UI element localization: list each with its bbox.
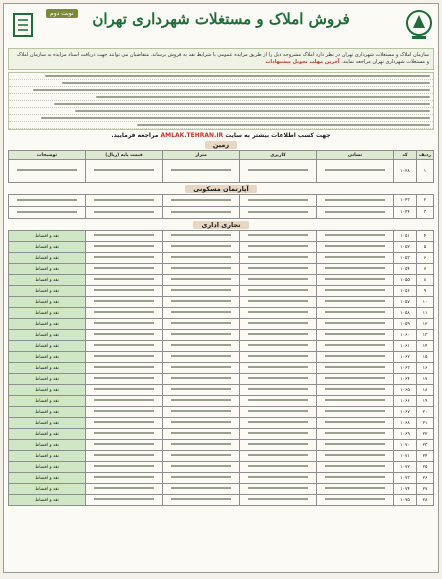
table-cell xyxy=(317,495,394,506)
table-header-cell: متراژ xyxy=(163,151,240,160)
table-cell xyxy=(163,330,240,341)
table-row xyxy=(9,407,434,418)
terms-row xyxy=(9,122,433,129)
table-cell xyxy=(240,264,317,275)
table-cell xyxy=(86,195,163,207)
land-section-title: زمین xyxy=(205,141,237,149)
property-code: ۱۰۶۵ xyxy=(394,385,417,396)
terms-list xyxy=(8,72,434,130)
table-cell xyxy=(240,286,317,297)
table-cell: نقد و اقساط xyxy=(9,451,86,462)
table-cell: نقد و اقساط xyxy=(9,363,86,374)
table-row xyxy=(9,396,434,407)
row-number: ۲۲ xyxy=(417,429,434,440)
table-cell xyxy=(240,440,317,451)
table-row xyxy=(9,495,434,506)
table-cell xyxy=(163,363,240,374)
office-table xyxy=(8,230,434,506)
table-cell xyxy=(86,385,163,396)
table-cell xyxy=(9,195,86,207)
terms-row xyxy=(9,108,433,115)
row-number: ۵ xyxy=(417,242,434,253)
table-cell: نقد و اقساط xyxy=(9,308,86,319)
row-number: ۱۱ xyxy=(417,308,434,319)
property-code: ۱۰۵۲ xyxy=(394,242,417,253)
table-cell: نقد و اقساط xyxy=(9,253,86,264)
property-code: ۱۰۶۳ xyxy=(394,363,417,374)
table-cell xyxy=(86,286,163,297)
table-cell xyxy=(86,297,163,308)
property-code: ۱۰۵۸ xyxy=(394,308,417,319)
table-cell xyxy=(163,451,240,462)
property-code: ۱۰۴۳ xyxy=(394,195,417,207)
table-cell xyxy=(240,462,317,473)
table-cell xyxy=(86,418,163,429)
property-code: ۱۰۶۷ xyxy=(394,407,417,418)
table-cell xyxy=(163,374,240,385)
property-code: ۱۰۷۲ xyxy=(394,462,417,473)
row-number: ۱ xyxy=(417,160,434,183)
row-number: ۶ xyxy=(417,253,434,264)
table-cell: نقد و اقساط xyxy=(9,484,86,495)
table-cell xyxy=(240,195,317,207)
terms-row xyxy=(9,101,433,108)
table-cell xyxy=(163,264,240,275)
table-cell xyxy=(240,374,317,385)
table-cell xyxy=(317,374,394,385)
table-cell: نقد و اقساط xyxy=(9,374,86,385)
table-cell xyxy=(86,363,163,374)
table-cell xyxy=(163,319,240,330)
table-cell xyxy=(317,407,394,418)
property-code: ۱۰۵۳ xyxy=(394,253,417,264)
table-cell xyxy=(86,275,163,286)
table-cell xyxy=(317,484,394,495)
land-table xyxy=(8,150,434,183)
table-cell xyxy=(317,473,394,484)
table-cell xyxy=(317,451,394,462)
table-row xyxy=(9,160,434,183)
office-section xyxy=(8,221,434,506)
ad-title: فروش املاک و مستغلات شهرداری تهران xyxy=(92,10,350,28)
table-cell xyxy=(163,407,240,418)
table-cell xyxy=(86,462,163,473)
table-cell xyxy=(317,207,394,219)
table-row xyxy=(9,418,434,429)
table-cell xyxy=(163,352,240,363)
table-cell xyxy=(9,207,86,219)
table-cell xyxy=(86,264,163,275)
table-cell xyxy=(163,253,240,264)
table-row xyxy=(9,319,434,330)
table-cell xyxy=(86,495,163,506)
table-cell xyxy=(240,429,317,440)
table-cell xyxy=(163,297,240,308)
table-cell xyxy=(317,264,394,275)
table-cell xyxy=(317,275,394,286)
table-cell: نقد و اقساط xyxy=(9,264,86,275)
table-cell: نقد و اقساط xyxy=(9,396,86,407)
table-cell xyxy=(317,308,394,319)
table-cell: نقد و اقساط xyxy=(9,407,86,418)
table-cell: نقد و اقساط xyxy=(9,242,86,253)
table-row xyxy=(9,451,434,462)
table-cell xyxy=(163,308,240,319)
table-row xyxy=(9,363,434,374)
row-number: ۲۰ xyxy=(417,407,434,418)
table-row xyxy=(9,253,434,264)
table-cell xyxy=(240,207,317,219)
table-cell xyxy=(240,473,317,484)
row-number: ۱۵ xyxy=(417,352,434,363)
table-cell xyxy=(317,297,394,308)
table-cell xyxy=(240,275,317,286)
table-cell xyxy=(86,484,163,495)
ad-header xyxy=(4,4,438,48)
row-number: ۸ xyxy=(417,275,434,286)
terms-row xyxy=(9,87,433,94)
table-cell: نقد و اقساط xyxy=(9,297,86,308)
table-cell xyxy=(317,352,394,363)
notice-text: جهت کسب اطلاعات بیشتر به سایت xyxy=(225,132,331,139)
table-cell xyxy=(86,374,163,385)
table-cell: نقد و اقساط xyxy=(9,385,86,396)
table-header-cell: کاربری xyxy=(240,151,317,160)
property-code: ۱۰۲۸ xyxy=(394,160,417,183)
table-cell xyxy=(163,341,240,352)
row-number: ۴ xyxy=(417,231,434,242)
row-number: ۲ xyxy=(417,195,434,207)
table-cell xyxy=(317,195,394,207)
table-row xyxy=(9,297,434,308)
retail-section-title: آپارتمان مسکونی xyxy=(185,185,256,193)
row-number: ۱۷ xyxy=(417,374,434,385)
table-header-cell: کد xyxy=(394,151,417,160)
table-cell xyxy=(86,473,163,484)
table-header-cell: نشانی xyxy=(317,151,394,160)
table-row xyxy=(9,275,434,286)
table-cell xyxy=(86,160,163,183)
row-number: ۲۵ xyxy=(417,462,434,473)
table-cell xyxy=(317,363,394,374)
table-cell xyxy=(163,207,240,219)
row-number: ۱۶ xyxy=(417,363,434,374)
property-code: ۱۰۷۰ xyxy=(394,440,417,451)
table-cell xyxy=(163,418,240,429)
table-cell xyxy=(317,396,394,407)
table-cell: نقد و اقساط xyxy=(9,462,86,473)
property-code: ۱۰۵۹ xyxy=(394,319,417,330)
row-number: ۳ xyxy=(417,207,434,219)
property-code: ۱۰۶۹ xyxy=(394,429,417,440)
table-cell xyxy=(86,308,163,319)
table-header-cell: ردیف xyxy=(417,151,434,160)
table-cell xyxy=(86,341,163,352)
table-cell xyxy=(163,195,240,207)
table-row xyxy=(9,242,434,253)
table-cell xyxy=(317,330,394,341)
property-code: ۱۰۷۱ xyxy=(394,451,417,462)
table-row xyxy=(9,308,434,319)
table-cell xyxy=(317,385,394,396)
property-code: ۱۰۵۱ xyxy=(394,231,417,242)
table-cell xyxy=(317,231,394,242)
row-number: ۱۴ xyxy=(417,341,434,352)
table-cell xyxy=(317,286,394,297)
table-cell xyxy=(86,242,163,253)
property-code: ۱۰۶۲ xyxy=(394,352,417,363)
table-cell xyxy=(240,160,317,183)
table-cell xyxy=(163,160,240,183)
website-notice xyxy=(8,132,434,139)
table-cell xyxy=(317,253,394,264)
property-code: ۱۰۷۳ xyxy=(394,473,417,484)
table-cell xyxy=(240,242,317,253)
website-link[interactable]: AMLAK.TEHRAN.IR xyxy=(160,132,224,139)
row-number: ۱۸ xyxy=(417,385,434,396)
table-cell xyxy=(240,385,317,396)
table-cell xyxy=(163,275,240,286)
table-row xyxy=(9,374,434,385)
table-cell xyxy=(86,396,163,407)
table-cell xyxy=(86,429,163,440)
table-row xyxy=(9,330,434,341)
table-cell xyxy=(163,440,240,451)
table-cell xyxy=(163,495,240,506)
property-code: ۱۰۴۴ xyxy=(394,207,417,219)
row-number: ۲۱ xyxy=(417,418,434,429)
terms-row xyxy=(9,115,433,122)
row-number: ۲۸ xyxy=(417,495,434,506)
table-cell xyxy=(163,396,240,407)
table-header-cell: توضیحات xyxy=(9,151,86,160)
retail-section xyxy=(8,185,434,219)
row-number: ۷ xyxy=(417,264,434,275)
table-cell xyxy=(317,319,394,330)
table-row xyxy=(9,207,434,219)
table-cell: نقد و اقساط xyxy=(9,352,86,363)
table-header-cell: قیمت پایه (ریال) xyxy=(86,151,163,160)
table-cell: نقد و اقساط xyxy=(9,418,86,429)
table-cell xyxy=(240,484,317,495)
table-cell: نقد و اقساط xyxy=(9,495,86,506)
table-cell xyxy=(163,231,240,242)
intro-paragraph xyxy=(8,48,434,70)
table-cell xyxy=(9,160,86,183)
retail-table xyxy=(8,194,434,219)
table-cell xyxy=(240,319,317,330)
table-cell xyxy=(163,286,240,297)
table-cell: نقد و اقساط xyxy=(9,341,86,352)
row-number: ۱۲ xyxy=(417,319,434,330)
table-cell: نقد و اقساط xyxy=(9,429,86,440)
property-code: ۱۰۷۵ xyxy=(394,495,417,506)
table-cell xyxy=(240,297,317,308)
table-cell xyxy=(240,352,317,363)
table-cell xyxy=(317,462,394,473)
land-section xyxy=(8,141,434,183)
table-cell xyxy=(240,495,317,506)
property-code: ۱۰۵۴ xyxy=(394,264,417,275)
table-cell xyxy=(163,484,240,495)
table-cell xyxy=(86,319,163,330)
amlak-organization-logo xyxy=(8,8,38,42)
row-number: ۱۰ xyxy=(417,297,434,308)
round-badge: نوبت دوم xyxy=(46,9,78,18)
tehran-municipality-logo xyxy=(404,8,434,42)
property-code: ۱۰۷۴ xyxy=(394,484,417,495)
table-cell xyxy=(240,253,317,264)
table-row xyxy=(9,484,434,495)
table-row xyxy=(9,195,434,207)
table-row xyxy=(9,264,434,275)
table-cell xyxy=(163,473,240,484)
row-number: ۲۷ xyxy=(417,484,434,495)
property-code: ۱۰۵۵ xyxy=(394,275,417,286)
row-number: ۲۶ xyxy=(417,473,434,484)
row-number: ۱۳ xyxy=(417,330,434,341)
property-code: ۱۰۶۶ xyxy=(394,396,417,407)
property-code: ۱۰۶۰ xyxy=(394,330,417,341)
table-cell xyxy=(163,462,240,473)
table-row xyxy=(9,462,434,473)
table-cell xyxy=(86,253,163,264)
table-cell: نقد و اقساط xyxy=(9,473,86,484)
table-cell: نقد و اقساط xyxy=(9,286,86,297)
table-cell xyxy=(86,330,163,341)
table-row xyxy=(9,352,434,363)
table-cell xyxy=(240,396,317,407)
table-cell xyxy=(240,418,317,429)
property-code: ۱۰۶۱ xyxy=(394,341,417,352)
table-cell xyxy=(86,352,163,363)
intro-text: سازمان املاک و مستغلات شهرداری تهران در نظر دارد املاک مشروحه ذیل را از طریق مزایده عمومی با شرایط نقد به فروش برساند. متقاضیان می توانند جهت دریافت اسناد مزایده به سازمان املاک و مستغلات شهرداری تهران مراجعه نمایند. xyxy=(16,52,429,65)
row-number: ۹ xyxy=(417,286,434,297)
table-cell: نقد و اقساط xyxy=(9,231,86,242)
table-cell: نقد و اقساط xyxy=(9,330,86,341)
table-cell xyxy=(240,407,317,418)
table-cell xyxy=(240,308,317,319)
table-cell: نقد و اقساط xyxy=(9,275,86,286)
terms-row xyxy=(9,94,433,101)
intro-highlight: آخرین مهلت تحویل پیشنهادات xyxy=(265,59,340,65)
row-number: ۱۹ xyxy=(417,396,434,407)
table-cell xyxy=(240,231,317,242)
row-number: ۲۴ xyxy=(417,451,434,462)
table-cell xyxy=(86,231,163,242)
table-cell xyxy=(317,429,394,440)
property-code: ۱۰۶۸ xyxy=(394,418,417,429)
table-cell xyxy=(317,418,394,429)
table-cell xyxy=(317,242,394,253)
table-cell xyxy=(86,207,163,219)
table-cell: نقد و اقساط xyxy=(9,319,86,330)
table-row xyxy=(9,385,434,396)
table-cell xyxy=(163,385,240,396)
table-cell xyxy=(86,407,163,418)
table-row xyxy=(9,341,434,352)
property-code: ۱۰۶۴ xyxy=(394,374,417,385)
table-cell xyxy=(240,363,317,374)
table-cell xyxy=(240,451,317,462)
office-section-title: تجاری اداری xyxy=(193,221,248,229)
row-number: ۲۳ xyxy=(417,440,434,451)
table-cell: نقد و اقساط xyxy=(9,440,86,451)
table-cell xyxy=(163,429,240,440)
table-cell xyxy=(240,341,317,352)
table-row xyxy=(9,473,434,484)
property-code: ۱۰۵۷ xyxy=(394,297,417,308)
table-cell xyxy=(86,440,163,451)
table-row xyxy=(9,429,434,440)
table-cell xyxy=(86,451,163,462)
newspaper-ad xyxy=(3,3,439,573)
table-row xyxy=(9,231,434,242)
table-cell xyxy=(317,160,394,183)
notice-suffix: مراجعه فرمایید. xyxy=(111,132,159,139)
terms-row xyxy=(9,80,433,87)
property-code: ۱۰۵۶ xyxy=(394,286,417,297)
table-cell xyxy=(163,242,240,253)
terms-row xyxy=(9,73,433,80)
table-row xyxy=(9,440,434,451)
table-cell xyxy=(317,440,394,451)
table-row xyxy=(9,286,434,297)
table-cell xyxy=(317,341,394,352)
table-cell xyxy=(240,330,317,341)
